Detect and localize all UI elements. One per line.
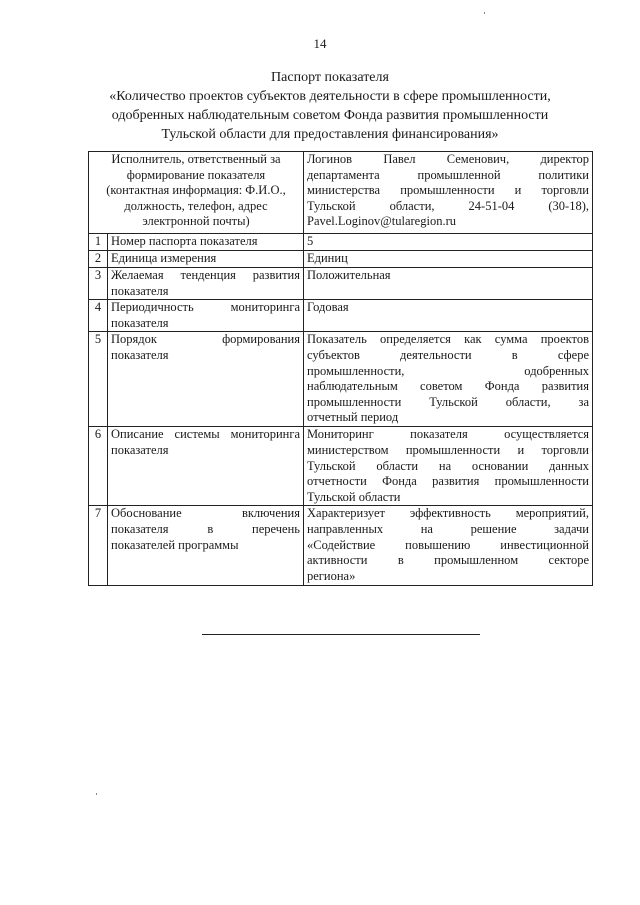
cell-line: Тульской области на основании данных <box>307 458 589 473</box>
cell-line: Единиц <box>307 251 348 265</box>
cell-line: «Содействие повышению инвестиционной <box>307 537 589 552</box>
row-number: 2 <box>89 251 108 268</box>
cell-line: Тульской области, 24-51-04 (30-18), <box>307 198 589 213</box>
row-number: 4 <box>89 300 108 332</box>
cell-line: Исполнитель, ответственный за <box>111 152 281 166</box>
cell-line: направленных на решение задачи <box>307 521 589 536</box>
cell-line: показателя <box>111 347 169 362</box>
indicator-passport-table <box>88 151 593 586</box>
cell-line: Годовая <box>307 300 349 315</box>
row-number: 1 <box>89 234 108 251</box>
cell-line: отчетный период <box>307 410 399 425</box>
cell-line: электронной почты) <box>142 214 250 229</box>
row-value <box>304 251 593 268</box>
cell-line: Единица измерения <box>111 251 217 265</box>
cell-line: Мониторинг показателя осуществляется <box>307 427 589 442</box>
title-line: одобренных наблюдательным советом Фонда развития промышленности <box>111 108 549 123</box>
title-line: Паспорт показателя <box>271 70 389 85</box>
title-line: Тульской области для предоставления финансирования» <box>161 127 499 142</box>
table-row <box>89 332 593 427</box>
responsible-value-cell <box>304 152 593 234</box>
row-value <box>304 332 593 427</box>
table-row <box>89 268 593 300</box>
cell-line: показателей программы <box>111 537 239 552</box>
row-label <box>108 332 304 427</box>
cell-line: Желаемая тенденция развития <box>111 268 300 282</box>
cell-line: (контактная информация: Ф.И.О., <box>106 183 286 198</box>
cell-line: показателя <box>111 315 169 330</box>
cell-line: показателя <box>111 442 169 457</box>
cell-line: Положительная <box>307 268 391 282</box>
table-row <box>89 251 593 268</box>
cell-line: 5 <box>307 234 314 248</box>
row-number: 5 <box>89 332 108 427</box>
table-row <box>89 300 593 332</box>
cell-line: департамента промышленной политики <box>307 167 589 182</box>
scan-speck <box>96 793 97 795</box>
cell-line: Периодичность мониторинга <box>111 300 300 315</box>
row-value <box>304 427 593 506</box>
row-value <box>304 506 593 586</box>
cell-line: наблюдательным советом Фонда развития <box>307 379 589 394</box>
cell-line: Порядок формирования <box>111 332 300 347</box>
title-line: «Количество проектов субъектов деятельности в сфере промышленности, <box>109 89 551 104</box>
end-rule <box>202 634 480 635</box>
row-label <box>108 427 304 506</box>
cell-line: должность, телефон, адрес <box>124 198 268 213</box>
cell-line: формирование показателя <box>126 167 266 182</box>
cell-line: Описание системы мониторинга <box>111 427 300 442</box>
table-header-row <box>89 152 593 234</box>
row-label <box>108 300 304 332</box>
document-title <box>60 68 600 144</box>
row-label <box>108 234 304 251</box>
cell-line: министерством промышленности и торговли <box>307 442 589 457</box>
cell-line: Тульской области <box>307 489 401 504</box>
page-number: 14 <box>313 36 327 51</box>
cell-line: министерства промышленности и торговли <box>307 183 589 198</box>
cell-line: промышленности, одобренных <box>307 363 589 378</box>
cell-line: региона» <box>307 568 356 583</box>
scan-speck <box>484 12 485 14</box>
row-value <box>304 300 593 332</box>
cell-line: Логинов Павел Семенович, директор <box>307 152 589 166</box>
row-label <box>108 251 304 268</box>
cell-line: субъектов деятельности в сфере <box>307 347 589 362</box>
cell-line: Показатель определяется как сумма проектов <box>307 332 589 347</box>
row-label <box>108 506 304 586</box>
cell-line: активности в промышленном секторе <box>307 553 589 568</box>
cell-line: Обоснование включения <box>111 506 300 521</box>
row-number: 3 <box>89 268 108 300</box>
row-number: 7 <box>89 506 108 586</box>
cell-line: показателя в перечень <box>111 521 300 536</box>
table-row <box>89 427 593 506</box>
cell-line: промышленности Тульской области, за <box>307 394 589 409</box>
row-value <box>304 268 593 300</box>
cell-line: Номер паспорта показателя <box>111 234 258 248</box>
cell-line: отчетности Фонда развития промышленности <box>307 474 589 489</box>
table-row <box>89 506 593 586</box>
row-value <box>304 234 593 251</box>
cell-line: показателя <box>111 283 169 298</box>
row-number: 6 <box>89 427 108 506</box>
cell-line: Характеризует эффективность мероприятий, <box>307 506 589 521</box>
email-link: Pavel.Loginov@tularegion.ru <box>307 214 456 229</box>
row-label <box>108 268 304 300</box>
responsible-label-cell <box>89 152 304 234</box>
table-row <box>89 234 593 251</box>
